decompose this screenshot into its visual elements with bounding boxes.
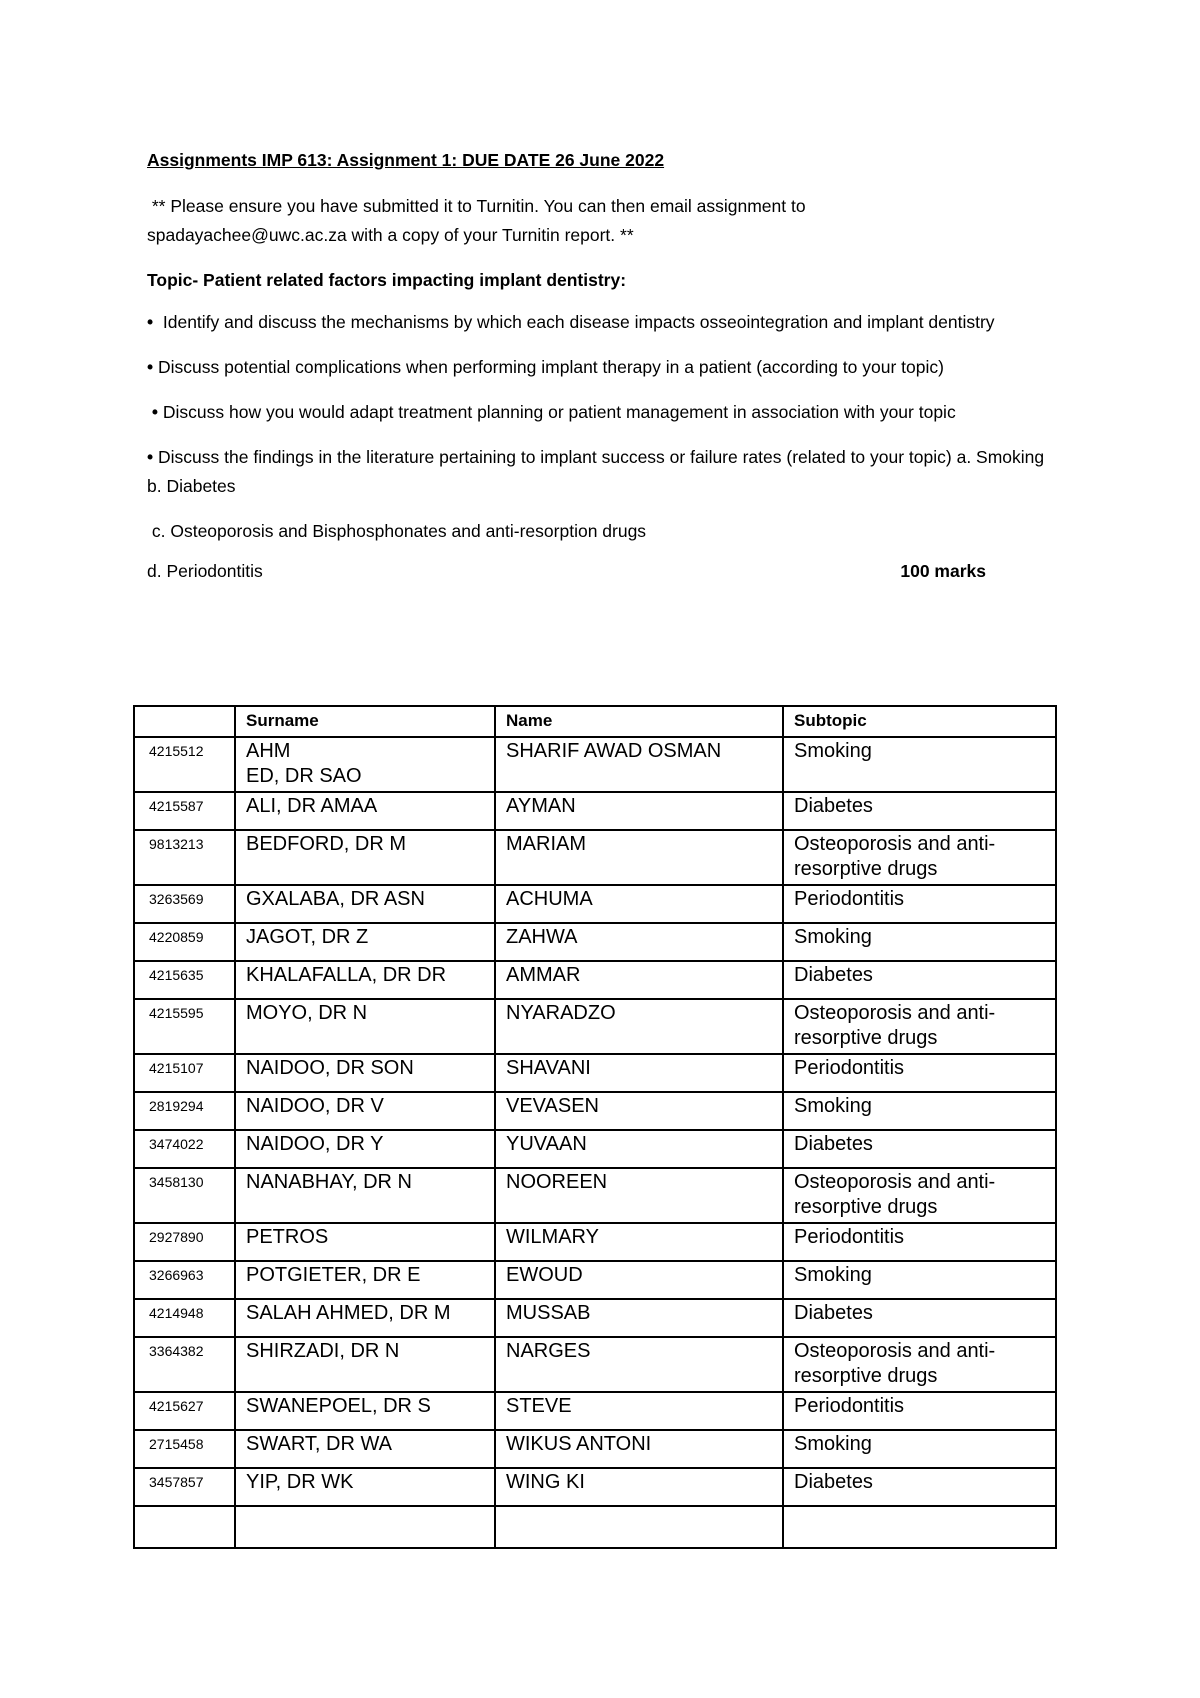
- total-marks: 100 marks: [900, 561, 986, 581]
- subtopic-cell: [783, 1506, 1056, 1548]
- item-d: d. Periodontitis: [147, 561, 263, 581]
- subtopic-cell: Osteoporosis and anti- resorptive drugs: [783, 830, 1056, 885]
- student-table: [133, 705, 1057, 1549]
- surname-cell: SALAH AHMED, DR M: [235, 1299, 495, 1337]
- student-number-cell: 3457857: [134, 1468, 235, 1506]
- table-row: [134, 1092, 1056, 1130]
- surname-cell: PETROS: [235, 1223, 495, 1261]
- notice-line-2: spadayachee@uwc.ac.za with a copy of your Turnitin report. **: [147, 225, 634, 245]
- table-row: [134, 1223, 1056, 1261]
- student-number-cell: 4215512: [134, 737, 235, 792]
- table-row: [134, 792, 1056, 830]
- subtopic-cell: Smoking: [783, 923, 1056, 961]
- topic-heading: Topic- Patient related factors impacting implant dentistry:: [147, 270, 627, 290]
- header-name: Name: [495, 706, 783, 737]
- name-cell: AMMAR: [495, 961, 783, 999]
- surname-cell: GXALABA, DR ASN: [235, 885, 495, 923]
- table-row: [134, 961, 1056, 999]
- surname-cell: [235, 1506, 495, 1548]
- bullet-icon: •: [147, 312, 154, 332]
- table-row: [134, 1168, 1056, 1223]
- name-cell: NYARADZO: [495, 999, 783, 1054]
- table-row: [134, 1054, 1056, 1092]
- name-cell: SHARIF AWAD OSMAN: [495, 737, 783, 792]
- surname-cell: SWANEPOEL, DR S: [235, 1392, 495, 1430]
- surname-cell: KHALAFALLA, DR DR: [235, 961, 495, 999]
- name-cell: SHAVANI: [495, 1054, 783, 1092]
- name-cell: [495, 1506, 783, 1548]
- surname-cell: SWART, DR WA: [235, 1430, 495, 1468]
- subtopic-cell: Periodontitis: [783, 1392, 1056, 1430]
- student-number-cell: [134, 1506, 235, 1548]
- student-number-cell: 4215635: [134, 961, 235, 999]
- student-number-cell: 9813213: [134, 830, 235, 885]
- subtopic-cell: Smoking: [783, 737, 1056, 792]
- table-row: [134, 1261, 1056, 1299]
- surname-cell: BEDFORD, DR M: [235, 830, 495, 885]
- surname-cell: NAIDOO, DR V: [235, 1092, 495, 1130]
- table-row: [134, 1392, 1056, 1430]
- submission-notice: [147, 192, 1052, 250]
- table-header-row: [134, 706, 1056, 737]
- table-row: [134, 1468, 1056, 1506]
- notice-line-1: ** Please ensure you have submitted it to Turnitin. You can then email assignment to: [147, 196, 806, 216]
- subtopic-cell: Osteoporosis and anti- resorptive drugs: [783, 999, 1056, 1054]
- name-cell: WING KI: [495, 1468, 783, 1506]
- surname-cell: POTGIETER, DR E: [235, 1261, 495, 1299]
- name-cell: ZAHWA: [495, 923, 783, 961]
- student-number-cell: 2927890: [134, 1223, 235, 1261]
- name-cell: WIKUS ANTONI: [495, 1430, 783, 1468]
- surname-cell: YIP, DR WK: [235, 1468, 495, 1506]
- subtopic-cell: Smoking: [783, 1261, 1056, 1299]
- name-cell: NARGES: [495, 1337, 783, 1392]
- name-cell: NOOREEN: [495, 1168, 783, 1223]
- name-cell: MUSSAB: [495, 1299, 783, 1337]
- subtopic-cell: Diabetes: [783, 961, 1056, 999]
- name-cell: VEVASEN: [495, 1092, 783, 1130]
- subtopic-cell: Diabetes: [783, 1130, 1056, 1168]
- item-c: [147, 517, 1052, 546]
- student-number-cell: 4215107: [134, 1054, 235, 1092]
- name-cell: AYMAN: [495, 792, 783, 830]
- surname-cell: SHIRZADI, DR N: [235, 1337, 495, 1392]
- surname-cell: ALI, DR AMAA: [235, 792, 495, 830]
- name-cell: YUVAAN: [495, 1130, 783, 1168]
- student-number-cell: 2819294: [134, 1092, 235, 1130]
- student-number-cell: 3263569: [134, 885, 235, 923]
- table-row: [134, 1130, 1056, 1168]
- table-row: [134, 885, 1056, 923]
- table-row: [134, 1337, 1056, 1392]
- bullet-text: Identify and discuss the mechanisms by which each disease impacts osseointegration and implant dentistry: [162, 312, 995, 332]
- bullet-item: [147, 398, 1052, 427]
- bullet-icon: •: [151, 402, 159, 422]
- subtopic-cell: Osteoporosis and anti- resorptive drugs: [783, 1337, 1056, 1392]
- table-row: [134, 999, 1056, 1054]
- header-subtopic: Subtopic: [783, 706, 1056, 737]
- surname-cell: MOYO, DR N: [235, 999, 495, 1054]
- subtopic-cell: Periodontitis: [783, 885, 1056, 923]
- subtopic-cell: Diabetes: [783, 1299, 1056, 1337]
- subtopic-cell: Diabetes: [783, 1468, 1056, 1506]
- surname-cell: JAGOT, DR Z: [235, 923, 495, 961]
- student-number-cell: 4215627: [134, 1392, 235, 1430]
- student-number-cell: 4215587: [134, 792, 235, 830]
- subtopic-cell: Diabetes: [783, 792, 1056, 830]
- student-number-cell: 2715458: [134, 1430, 235, 1468]
- bullet-text: Discuss potential complications when performing implant therapy in a patient (according to your topic): [158, 357, 944, 377]
- name-cell: STEVE: [495, 1392, 783, 1430]
- marks-row: [147, 559, 1052, 583]
- header-surname: Surname: [235, 706, 495, 737]
- subtopic-cell: Periodontitis: [783, 1223, 1056, 1261]
- surname-cell: NANABHAY, DR N: [235, 1168, 495, 1223]
- table-body: [134, 737, 1056, 1548]
- subtopic-cell: Smoking: [783, 1092, 1056, 1130]
- student-number-cell: 3474022: [134, 1130, 235, 1168]
- bullet-item: [147, 443, 1052, 501]
- table-row: [134, 1506, 1056, 1548]
- bullet-icon: •: [147, 357, 154, 377]
- student-number-cell: 3266963: [134, 1261, 235, 1299]
- name-cell: MARIAM: [495, 830, 783, 885]
- student-number-cell: 3458130: [134, 1168, 235, 1223]
- bullet-text: Discuss how you would adapt treatment planning or patient management in association with your topic: [162, 402, 956, 422]
- table-row: [134, 1430, 1056, 1468]
- table-row: [134, 830, 1056, 885]
- document-page: [147, 148, 1052, 593]
- table-row: [134, 737, 1056, 792]
- student-number-cell: 4214948: [134, 1299, 235, 1337]
- surname-cell: NAIDOO, DR Y: [235, 1130, 495, 1168]
- bullet-icon: •: [147, 447, 154, 467]
- surname-cell: AHM ED, DR SAO: [235, 737, 495, 792]
- document-title: Assignments IMP 613: Assignment 1: DUE DATE 26 June 2022: [147, 150, 665, 170]
- bullet-item: [147, 353, 1052, 382]
- student-number-cell: 4220859: [134, 923, 235, 961]
- bullet-item: [147, 308, 1052, 337]
- bullet-text: Discuss the findings in the literature pertaining to implant success or failure rates (related to your topic) a. Smoking b. Diabetes: [147, 447, 1045, 496]
- name-cell: ACHUMA: [495, 885, 783, 923]
- subtopic-cell: Osteoporosis and anti- resorptive drugs: [783, 1168, 1056, 1223]
- surname-cell: NAIDOO, DR SON: [235, 1054, 495, 1092]
- student-number-cell: 4215595: [134, 999, 235, 1054]
- student-number-cell: 3364382: [134, 1337, 235, 1392]
- item-c-text: c. Osteoporosis and Bisphosphonates and anti-resorption drugs: [151, 521, 647, 541]
- name-cell: WILMARY: [495, 1223, 783, 1261]
- subtopic-cell: Periodontitis: [783, 1054, 1056, 1092]
- subtopic-cell: Smoking: [783, 1430, 1056, 1468]
- table-row: [134, 1299, 1056, 1337]
- name-cell: EWOUD: [495, 1261, 783, 1299]
- header-id: [134, 706, 235, 737]
- table-row: [134, 923, 1056, 961]
